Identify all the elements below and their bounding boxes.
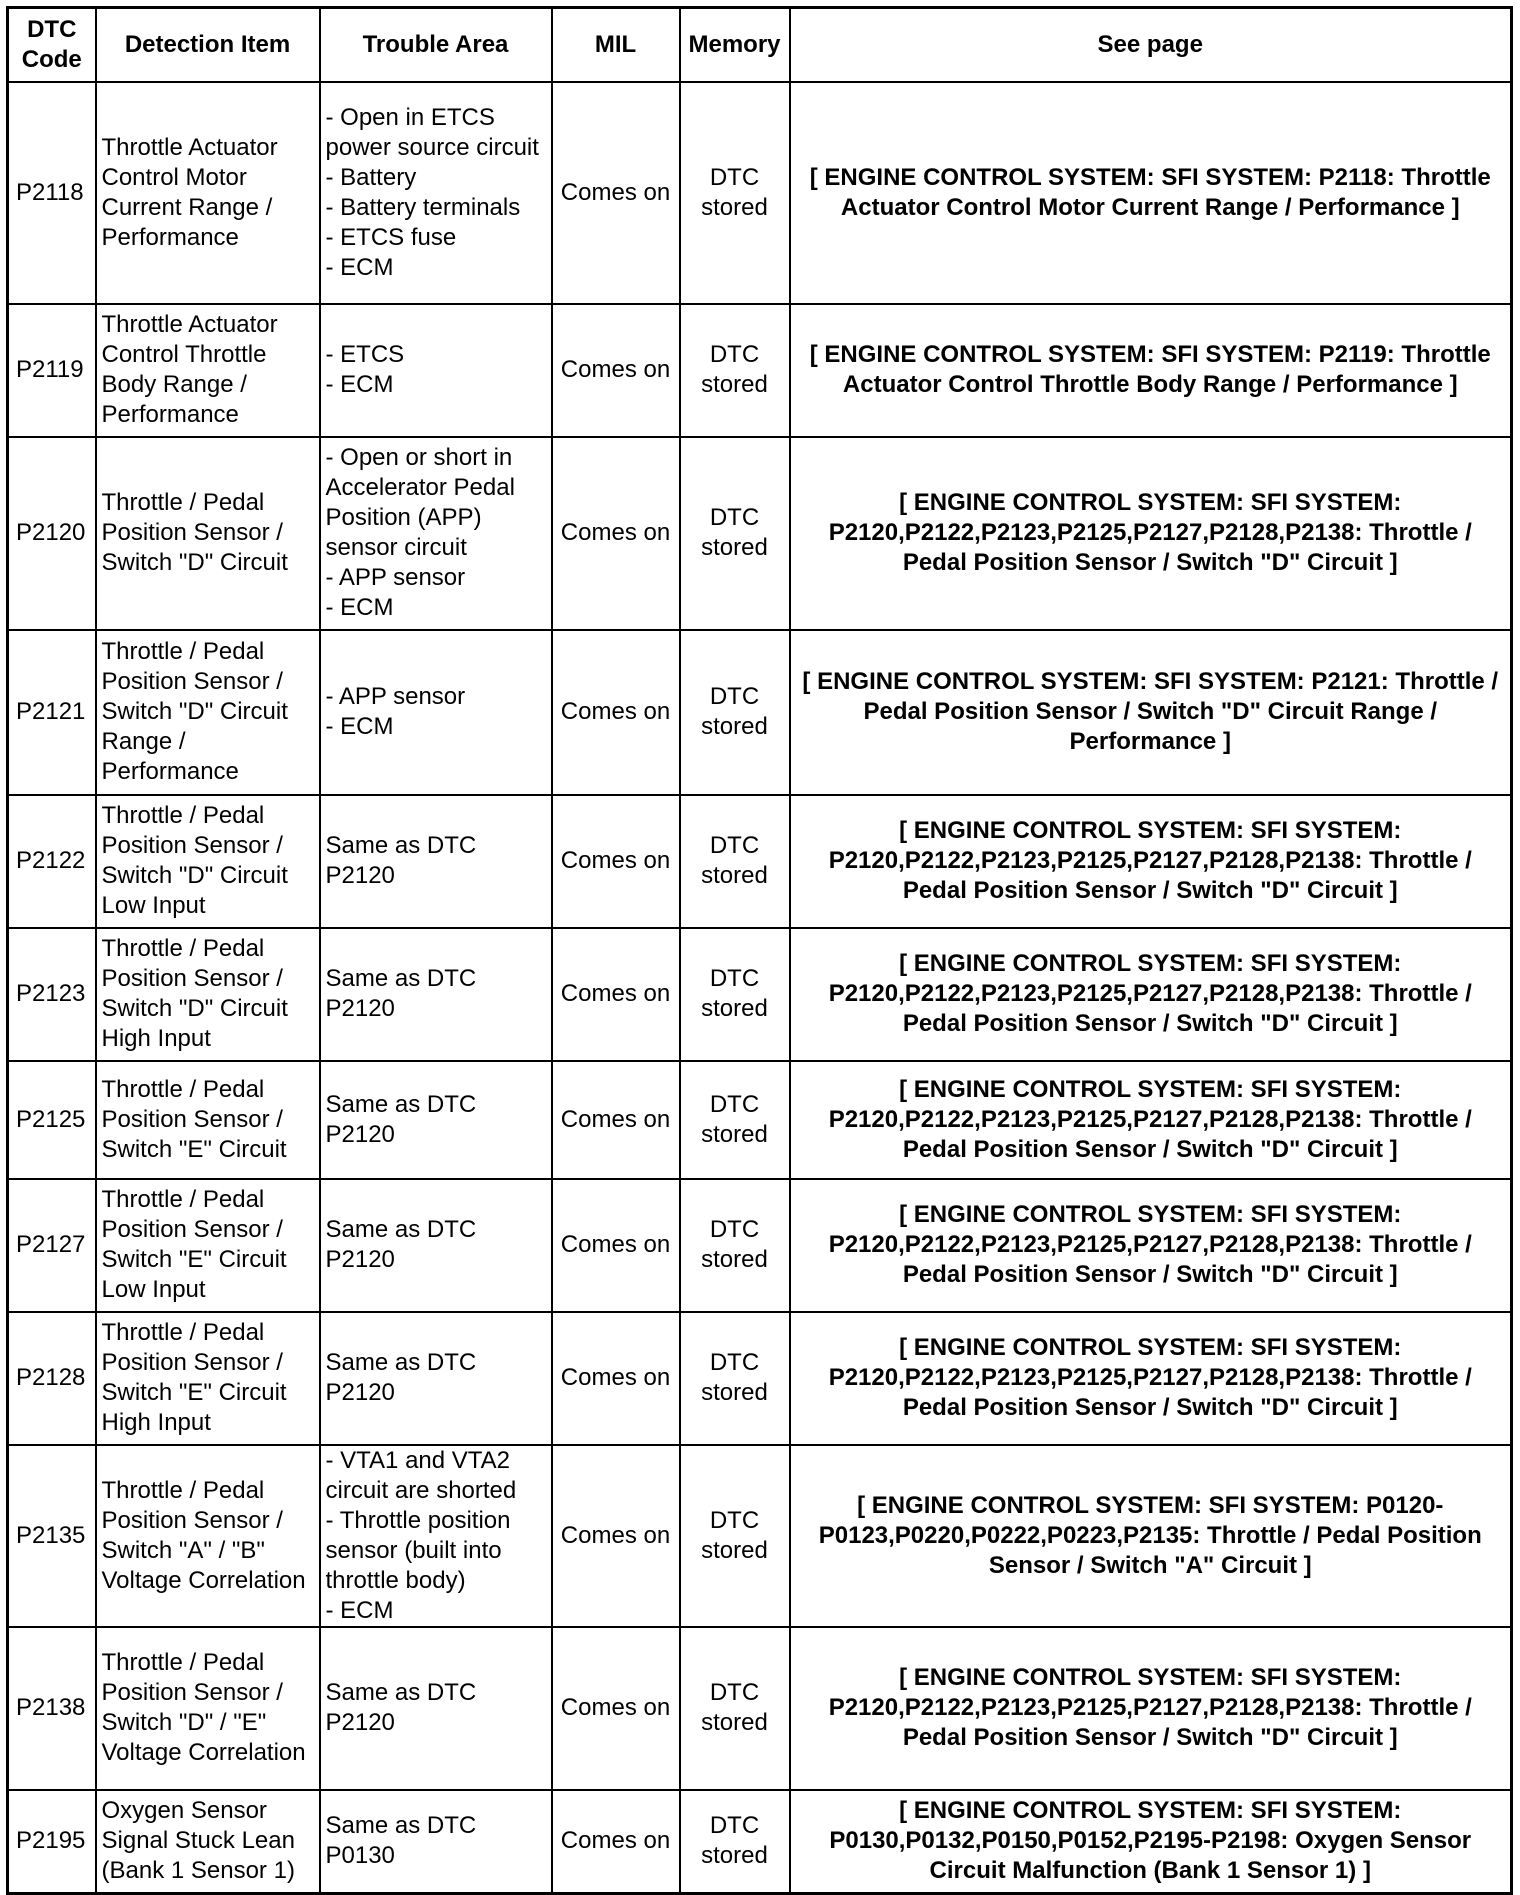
detection-item-cell: Throttle / Pedal Position Sensor / Switch "E" Circuit Low Input <box>96 1179 320 1312</box>
mil-cell: Comes on <box>552 1061 680 1179</box>
see-page-link[interactable]: [ ENGINE CONTROL SYSTEM: SFI SYSTEM: P2120,P2122,P2123,P2125,P2127,P2128,P2138: Throttle / Pedal Position Sensor / Switch "D" Circuit ] <box>790 928 1512 1061</box>
see-page-link[interactable]: [ ENGINE CONTROL SYSTEM: SFI SYSTEM: P2120,P2122,P2123,P2125,P2127,P2128,P2138: Throttle / Pedal Position Sensor / Switch "D" Circuit ] <box>790 1312 1512 1445</box>
memory-cell: DTC stored <box>680 630 790 795</box>
header-row <box>8 8 1512 82</box>
detection-item-cell: Throttle Actuator Control Motor Current Range / Performance <box>96 82 320 304</box>
dtc-code-cell: P2123 <box>8 928 96 1061</box>
dtc-code-cell: P2138 <box>8 1627 96 1790</box>
trouble-area-cell: - Open or short in Accelerator Pedal Position (APP) sensor circuit - APP sensor - ECM <box>320 437 552 630</box>
memory-cell: DTC stored <box>680 1445 790 1627</box>
table-row <box>8 1179 1512 1312</box>
memory-cell: DTC stored <box>680 1790 790 1894</box>
detection-item-cell: Throttle / Pedal Position Sensor / Switch "E" Circuit <box>96 1061 320 1179</box>
mil-cell: Comes on <box>552 304 680 437</box>
mil-cell: Comes on <box>552 1790 680 1894</box>
mil-cell: Comes on <box>552 630 680 795</box>
trouble-area-cell: - Open in ETCS power source circuit - Battery - Battery terminals - ETCS fuse - ECM <box>320 82 552 304</box>
table-row <box>8 1790 1512 1894</box>
dtc-table <box>6 6 1513 1895</box>
dtc-table-body <box>8 82 1512 1894</box>
mil-cell: Comes on <box>552 1179 680 1312</box>
detection-item-cell: Throttle / Pedal Position Sensor / Switch "A" / "B" Voltage Correlation <box>96 1445 320 1627</box>
see-page-link[interactable]: [ ENGINE CONTROL SYSTEM: SFI SYSTEM: P0120-P0123,P0220,P0222,P0223,P2135: Throttle / Pedal Position Sensor / Switch "A" Circuit ] <box>790 1445 1512 1627</box>
table-row <box>8 630 1512 795</box>
see-page-link[interactable]: [ ENGINE CONTROL SYSTEM: SFI SYSTEM: P2120,P2122,P2123,P2125,P2127,P2128,P2138: Throttle / Pedal Position Sensor / Switch "D" Circuit ] <box>790 1627 1512 1790</box>
dtc-code-cell: P2122 <box>8 795 96 928</box>
trouble-area-cell: Same as DTC P2120 <box>320 795 552 928</box>
detection-item-cell: Throttle / Pedal Position Sensor / Switch "D" Circuit Low Input <box>96 795 320 928</box>
mil-cell: Comes on <box>552 795 680 928</box>
dtc-table-container <box>6 6 1510 1895</box>
memory-cell: DTC stored <box>680 304 790 437</box>
detection-item-cell: Throttle / Pedal Position Sensor / Switch "E" Circuit High Input <box>96 1312 320 1445</box>
detection-item-cell: Throttle / Pedal Position Sensor / Switch "D" / "E" Voltage Correlation <box>96 1627 320 1790</box>
memory-cell: DTC stored <box>680 928 790 1061</box>
mil-cell: Comes on <box>552 1445 680 1627</box>
dtc-code-cell: P2135 <box>8 1445 96 1627</box>
detection-item-cell: Throttle / Pedal Position Sensor / Switch "D" Circuit <box>96 437 320 630</box>
dtc-code-cell: P2120 <box>8 437 96 630</box>
table-row <box>8 928 1512 1061</box>
dtc-code-cell: P2118 <box>8 82 96 304</box>
header-see-page: See page <box>790 8 1512 82</box>
mil-cell: Comes on <box>552 82 680 304</box>
dtc-code-cell: P2195 <box>8 1790 96 1894</box>
dtc-code-cell: P2127 <box>8 1179 96 1312</box>
memory-cell: DTC stored <box>680 1179 790 1312</box>
trouble-area-cell: Same as DTC P2120 <box>320 928 552 1061</box>
see-page-link[interactable]: [ ENGINE CONTROL SYSTEM: SFI SYSTEM: P2120,P2122,P2123,P2125,P2127,P2128,P2138: Throttle / Pedal Position Sensor / Switch "D" Circuit ] <box>790 1179 1512 1312</box>
see-page-link[interactable]: [ ENGINE CONTROL SYSTEM: SFI SYSTEM: P2119: Throttle Actuator Control Throttle Body Range / Performance ] <box>790 304 1512 437</box>
trouble-area-cell: Same as DTC P0130 <box>320 1790 552 1894</box>
dtc-code-cell: P2128 <box>8 1312 96 1445</box>
trouble-area-cell: Same as DTC P2120 <box>320 1312 552 1445</box>
detection-item-cell: Throttle Actuator Control Throttle Body Range / Performance <box>96 304 320 437</box>
see-page-link[interactable]: [ ENGINE CONTROL SYSTEM: SFI SYSTEM: P2121: Throttle / Pedal Position Sensor / Switch "D" Circuit Range / Performance ] <box>790 630 1512 795</box>
header-detection-item: Detection Item <box>96 8 320 82</box>
table-row <box>8 1312 1512 1445</box>
see-page-link[interactable]: [ ENGINE CONTROL SYSTEM: SFI SYSTEM: P2120,P2122,P2123,P2125,P2127,P2128,P2138: Throttle / Pedal Position Sensor / Switch "D" Circuit ] <box>790 437 1512 630</box>
table-row <box>8 304 1512 437</box>
dtc-code-cell: P2125 <box>8 1061 96 1179</box>
table-row <box>8 1061 1512 1179</box>
mil-cell: Comes on <box>552 928 680 1061</box>
table-row <box>8 437 1512 630</box>
detection-item-cell: Throttle / Pedal Position Sensor / Switch "D" Circuit Range / Performance <box>96 630 320 795</box>
memory-cell: DTC stored <box>680 1627 790 1790</box>
see-page-link[interactable]: [ ENGINE CONTROL SYSTEM: SFI SYSTEM: P2118: Throttle Actuator Control Motor Current Range / Performance ] <box>790 82 1512 304</box>
trouble-area-cell: Same as DTC P2120 <box>320 1179 552 1312</box>
header-dtc-code: DTC Code <box>8 8 96 82</box>
mil-cell: Comes on <box>552 1312 680 1445</box>
trouble-area-cell: Same as DTC P2120 <box>320 1627 552 1790</box>
table-row <box>8 1627 1512 1790</box>
dtc-code-cell: P2121 <box>8 630 96 795</box>
header-mil: MIL <box>552 8 680 82</box>
detection-item-cell: Oxygen Sensor Signal Stuck Lean (Bank 1 Sensor 1) <box>96 1790 320 1894</box>
trouble-area-cell: - VTA1 and VTA2 circuit are shorted - Throttle position sensor (built into throttle body) - ECM <box>320 1445 552 1627</box>
see-page-link[interactable]: [ ENGINE CONTROL SYSTEM: SFI SYSTEM: P2120,P2122,P2123,P2125,P2127,P2128,P2138: Throttle / Pedal Position Sensor / Switch "D" Circuit ] <box>790 795 1512 928</box>
memory-cell: DTC stored <box>680 1312 790 1445</box>
mil-cell: Comes on <box>552 1627 680 1790</box>
memory-cell: DTC stored <box>680 437 790 630</box>
trouble-area-cell: Same as DTC P2120 <box>320 1061 552 1179</box>
see-page-link[interactable]: [ ENGINE CONTROL SYSTEM: SFI SYSTEM: P0130,P0132,P0150,P0152,P2195-P2198: Oxygen Sensor Circuit Malfunction (Bank 1 Sensor 1) ] <box>790 1790 1512 1894</box>
header-memory: Memory <box>680 8 790 82</box>
table-row <box>8 795 1512 928</box>
table-row <box>8 1445 1512 1627</box>
detection-item-cell: Throttle / Pedal Position Sensor / Switch "D" Circuit High Input <box>96 928 320 1061</box>
see-page-link[interactable]: [ ENGINE CONTROL SYSTEM: SFI SYSTEM: P2120,P2122,P2123,P2125,P2127,P2128,P2138: Throttle / Pedal Position Sensor / Switch "D" Circuit ] <box>790 1061 1512 1179</box>
memory-cell: DTC stored <box>680 795 790 928</box>
trouble-area-cell: - ETCS - ECM <box>320 304 552 437</box>
memory-cell: DTC stored <box>680 82 790 304</box>
dtc-code-cell: P2119 <box>8 304 96 437</box>
memory-cell: DTC stored <box>680 1061 790 1179</box>
mil-cell: Comes on <box>552 437 680 630</box>
table-row <box>8 82 1512 304</box>
trouble-area-cell: - APP sensor - ECM <box>320 630 552 795</box>
header-trouble-area: Trouble Area <box>320 8 552 82</box>
